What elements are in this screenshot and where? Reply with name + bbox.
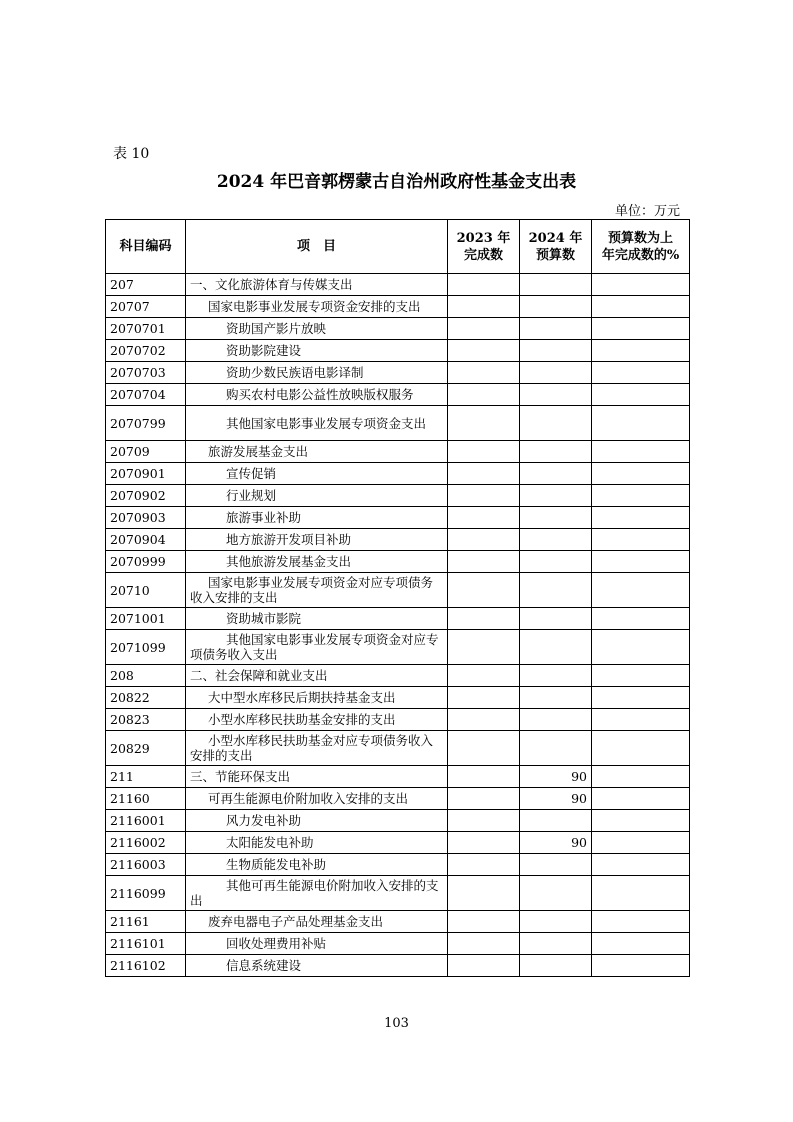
row-ratio bbox=[592, 810, 690, 832]
row-ratio bbox=[592, 709, 690, 731]
row-2023-actual bbox=[448, 573, 520, 608]
row-code: 20710 bbox=[106, 573, 186, 608]
row-code: 207 bbox=[106, 274, 186, 296]
table-row bbox=[106, 933, 690, 955]
row-item-name bbox=[186, 406, 448, 441]
row-code: 208 bbox=[106, 665, 186, 687]
header-2023-actual bbox=[448, 220, 520, 274]
row-ratio bbox=[592, 854, 690, 876]
row-2024-budget bbox=[520, 384, 592, 406]
row-ratio bbox=[592, 788, 690, 810]
table-row bbox=[106, 911, 690, 933]
row-code: 2116102 bbox=[106, 955, 186, 977]
row-code: 2070902 bbox=[106, 485, 186, 507]
row-2024-budget bbox=[520, 687, 592, 709]
row-item-text: 风力发电补助 bbox=[226, 813, 302, 828]
row-code: 2116001 bbox=[106, 810, 186, 832]
row-item-name bbox=[186, 296, 448, 318]
row-item-name bbox=[186, 709, 448, 731]
table-row bbox=[106, 573, 690, 608]
row-ratio bbox=[592, 384, 690, 406]
row-2023-actual bbox=[448, 608, 520, 630]
row-code: 20709 bbox=[106, 441, 186, 463]
row-ratio bbox=[592, 933, 690, 955]
row-2023-actual bbox=[448, 955, 520, 977]
table-row bbox=[106, 955, 690, 977]
row-2023-actual bbox=[448, 318, 520, 340]
row-code: 2070901 bbox=[106, 463, 186, 485]
table-row bbox=[106, 876, 690, 911]
row-ratio bbox=[592, 441, 690, 463]
row-2024-budget bbox=[520, 854, 592, 876]
page-title: 2024 年巴音郭楞蒙古自治州政府性基金支出表 bbox=[216, 172, 577, 192]
row-item-text: 旅游发展基金支出 bbox=[208, 444, 309, 459]
row-2024-budget bbox=[520, 876, 592, 911]
row-code: 20823 bbox=[106, 709, 186, 731]
header-code: 科目编码 bbox=[106, 220, 186, 274]
row-ratio bbox=[592, 507, 690, 529]
table-row bbox=[106, 810, 690, 832]
table-body bbox=[106, 274, 690, 977]
row-code: 2071099 bbox=[106, 630, 186, 665]
row-item-name bbox=[186, 608, 448, 630]
row-ratio bbox=[592, 529, 690, 551]
row-2024-budget bbox=[520, 709, 592, 731]
table-label: 表 10 bbox=[113, 146, 150, 162]
row-ratio bbox=[592, 832, 690, 854]
row-2024-budget bbox=[520, 630, 592, 665]
row-code: 2070904 bbox=[106, 529, 186, 551]
row-2023-actual bbox=[448, 340, 520, 362]
row-code: 211 bbox=[106, 766, 186, 788]
row-item-text: 其他国家电影事业发展专项资金对应专项债务收入支出 bbox=[190, 632, 439, 662]
row-2024-budget bbox=[520, 608, 592, 630]
table-row bbox=[106, 340, 690, 362]
row-2024-budget bbox=[520, 485, 592, 507]
row-item-name bbox=[186, 731, 448, 766]
row-2023-actual bbox=[448, 665, 520, 687]
row-code: 20829 bbox=[106, 731, 186, 766]
row-2023-actual bbox=[448, 463, 520, 485]
row-2024-budget: 90 bbox=[520, 766, 592, 788]
row-item-name bbox=[186, 687, 448, 709]
row-item-text: 地方旅游开发项目补助 bbox=[226, 532, 352, 547]
row-2024-budget bbox=[520, 340, 592, 362]
row-2023-actual bbox=[448, 810, 520, 832]
row-ratio bbox=[592, 608, 690, 630]
table-row bbox=[106, 766, 690, 788]
row-ratio bbox=[592, 911, 690, 933]
row-ratio bbox=[592, 876, 690, 911]
row-item-text: 二、社会保障和就业支出 bbox=[190, 668, 328, 683]
row-2023-actual bbox=[448, 709, 520, 731]
row-2024-budget bbox=[520, 933, 592, 955]
table-row bbox=[106, 608, 690, 630]
row-2023-actual bbox=[448, 832, 520, 854]
row-2023-actual bbox=[448, 529, 520, 551]
row-ratio bbox=[592, 296, 690, 318]
row-item-name bbox=[186, 788, 448, 810]
fund-expenditure-table bbox=[105, 219, 690, 977]
row-item-text: 资助城市影院 bbox=[226, 611, 302, 626]
row-2023-actual bbox=[448, 788, 520, 810]
row-2024-budget bbox=[520, 441, 592, 463]
table-row bbox=[106, 362, 690, 384]
header-2023-line2: 完成数 bbox=[463, 247, 503, 263]
row-code: 21160 bbox=[106, 788, 186, 810]
row-2023-actual bbox=[448, 687, 520, 709]
table-row bbox=[106, 296, 690, 318]
row-item-name bbox=[186, 551, 448, 573]
row-code: 2116099 bbox=[106, 876, 186, 911]
table-row bbox=[106, 832, 690, 854]
row-item-text: 行业规划 bbox=[226, 488, 277, 503]
row-2023-actual bbox=[448, 274, 520, 296]
row-ratio bbox=[592, 406, 690, 441]
row-item-text: 资助国产影片放映 bbox=[226, 321, 327, 336]
table-header-row bbox=[106, 220, 690, 274]
row-code: 21161 bbox=[106, 911, 186, 933]
row-2024-budget bbox=[520, 274, 592, 296]
row-item-name bbox=[186, 876, 448, 911]
row-ratio bbox=[592, 463, 690, 485]
row-item-text: 国家电影事业发展专项资金对应专项债务收入安排的支出 bbox=[190, 575, 434, 605]
table-row bbox=[106, 709, 690, 731]
table-row bbox=[106, 463, 690, 485]
row-item-name bbox=[186, 766, 448, 788]
row-item-text: 资助影院建设 bbox=[226, 343, 302, 358]
row-item-name bbox=[186, 507, 448, 529]
row-2024-budget bbox=[520, 318, 592, 340]
table-row bbox=[106, 485, 690, 507]
row-ratio bbox=[592, 955, 690, 977]
row-2023-actual bbox=[448, 854, 520, 876]
row-ratio bbox=[592, 362, 690, 384]
row-2024-budget bbox=[520, 665, 592, 687]
row-2023-actual bbox=[448, 406, 520, 441]
row-item-text: 国家电影事业发展专项资金安排的支出 bbox=[208, 299, 421, 314]
row-code: 2116101 bbox=[106, 933, 186, 955]
row-item-text: 其他国家电影事业发展专项资金支出 bbox=[226, 415, 427, 431]
row-2023-actual bbox=[448, 362, 520, 384]
row-2023-actual bbox=[448, 507, 520, 529]
row-ratio bbox=[592, 274, 690, 296]
row-item-text: 回收处理费用补贴 bbox=[226, 936, 327, 951]
table-row bbox=[106, 406, 690, 441]
row-ratio bbox=[592, 687, 690, 709]
row-item-text: 其他旅游发展基金支出 bbox=[226, 554, 352, 569]
row-item-name bbox=[186, 854, 448, 876]
row-item-text: 太阳能发电补助 bbox=[226, 835, 314, 850]
row-code: 20822 bbox=[106, 687, 186, 709]
row-2024-budget: 90 bbox=[520, 788, 592, 810]
row-item-name bbox=[186, 318, 448, 340]
row-ratio bbox=[592, 573, 690, 608]
row-code: 2070999 bbox=[106, 551, 186, 573]
row-2023-actual bbox=[448, 384, 520, 406]
row-item-name bbox=[186, 665, 448, 687]
row-item-name bbox=[186, 463, 448, 485]
row-item-text: 可再生能源电价附加收入安排的支出 bbox=[208, 791, 409, 806]
row-item-text: 小型水库移民扶助基金安排的支出 bbox=[208, 712, 396, 727]
row-2023-actual bbox=[448, 911, 520, 933]
row-item-text: 其他可再生能源电价附加收入安排的支出 bbox=[190, 878, 439, 908]
row-2024-budget bbox=[520, 406, 592, 441]
row-2024-budget bbox=[520, 810, 592, 832]
header-ratio bbox=[592, 220, 690, 274]
row-code: 2070799 bbox=[106, 406, 186, 441]
row-item-name bbox=[186, 362, 448, 384]
row-item-name bbox=[186, 630, 448, 665]
row-item-name bbox=[186, 274, 448, 296]
row-item-text: 小型水库移民扶助基金对应专项债务收入安排的支出 bbox=[190, 733, 434, 763]
table-row bbox=[106, 384, 690, 406]
row-2024-budget bbox=[520, 955, 592, 977]
table-row bbox=[106, 687, 690, 709]
row-2024-budget bbox=[520, 551, 592, 573]
row-2024-budget bbox=[520, 362, 592, 384]
row-ratio bbox=[592, 630, 690, 665]
row-ratio bbox=[592, 485, 690, 507]
header-ratio-line2: 年完成数的% bbox=[601, 247, 680, 263]
table-row bbox=[106, 529, 690, 551]
row-code: 2070701 bbox=[106, 318, 186, 340]
row-2023-actual bbox=[448, 485, 520, 507]
row-ratio bbox=[592, 731, 690, 766]
row-item-name bbox=[186, 529, 448, 551]
row-code: 2070704 bbox=[106, 384, 186, 406]
row-code: 2116003 bbox=[106, 854, 186, 876]
table-row bbox=[106, 788, 690, 810]
row-item-text: 购买农村电影公益性放映版权服务 bbox=[226, 387, 414, 402]
row-item-name bbox=[186, 340, 448, 362]
row-2024-budget: 90 bbox=[520, 832, 592, 854]
row-item-text: 一、文化旅游体育与传媒支出 bbox=[190, 277, 353, 292]
table-row bbox=[106, 854, 690, 876]
row-2024-budget bbox=[520, 463, 592, 485]
row-item-name bbox=[186, 485, 448, 507]
row-item-text: 三、节能环保支出 bbox=[190, 769, 291, 784]
row-item-text: 废弃电器电子产品处理基金支出 bbox=[208, 914, 384, 929]
unit-label: 单位：万元 bbox=[614, 204, 680, 219]
row-ratio bbox=[592, 340, 690, 362]
row-2023-actual bbox=[448, 731, 520, 766]
table-row bbox=[106, 441, 690, 463]
row-2023-actual bbox=[448, 551, 520, 573]
row-ratio bbox=[592, 766, 690, 788]
table-row bbox=[106, 731, 690, 766]
table-row bbox=[106, 274, 690, 296]
table-row bbox=[106, 507, 690, 529]
row-ratio bbox=[592, 665, 690, 687]
row-2024-budget bbox=[520, 529, 592, 551]
row-item-name bbox=[186, 955, 448, 977]
row-2024-budget bbox=[520, 507, 592, 529]
row-code: 2070703 bbox=[106, 362, 186, 384]
row-item-name bbox=[186, 441, 448, 463]
table-row bbox=[106, 630, 690, 665]
row-item-name bbox=[186, 810, 448, 832]
row-code: 2071001 bbox=[106, 608, 186, 630]
header-2023-line1: 2023 年 bbox=[456, 230, 511, 246]
row-item-name bbox=[186, 384, 448, 406]
table-row bbox=[106, 318, 690, 340]
row-ratio bbox=[592, 551, 690, 573]
header-item: 项 目 bbox=[186, 220, 448, 274]
row-item-name bbox=[186, 933, 448, 955]
header-2024-line2: 预算数 bbox=[535, 247, 575, 263]
row-2023-actual bbox=[448, 296, 520, 318]
row-2023-actual bbox=[448, 933, 520, 955]
row-code: 2070903 bbox=[106, 507, 186, 529]
row-2024-budget bbox=[520, 296, 592, 318]
row-ratio bbox=[592, 318, 690, 340]
page-number: 103 bbox=[384, 1016, 409, 1031]
row-item-text: 资助少数民族语电影译制 bbox=[226, 365, 364, 380]
row-2023-actual bbox=[448, 441, 520, 463]
row-2024-budget bbox=[520, 731, 592, 766]
row-2024-budget bbox=[520, 573, 592, 608]
row-item-text: 宣传促销 bbox=[226, 466, 277, 481]
row-item-name bbox=[186, 832, 448, 854]
table-row bbox=[106, 665, 690, 687]
row-code: 2116002 bbox=[106, 832, 186, 854]
row-code: 20707 bbox=[106, 296, 186, 318]
row-item-text: 大中型水库移民后期扶持基金支出 bbox=[208, 690, 396, 705]
row-item-text: 旅游事业补助 bbox=[226, 510, 302, 525]
row-item-text: 生物质能发电补助 bbox=[226, 857, 327, 872]
row-item-text: 信息系统建设 bbox=[226, 958, 302, 973]
row-2023-actual bbox=[448, 876, 520, 911]
table-row bbox=[106, 551, 690, 573]
row-item-name bbox=[186, 573, 448, 608]
header-ratio-line1: 预算数为上 bbox=[607, 230, 673, 246]
row-code: 2070702 bbox=[106, 340, 186, 362]
header-2024-budget bbox=[520, 220, 592, 274]
header-2024-line1: 2024 年 bbox=[528, 230, 583, 246]
row-2023-actual bbox=[448, 630, 520, 665]
row-2023-actual bbox=[448, 766, 520, 788]
row-item-name bbox=[186, 911, 448, 933]
row-2024-budget bbox=[520, 911, 592, 933]
